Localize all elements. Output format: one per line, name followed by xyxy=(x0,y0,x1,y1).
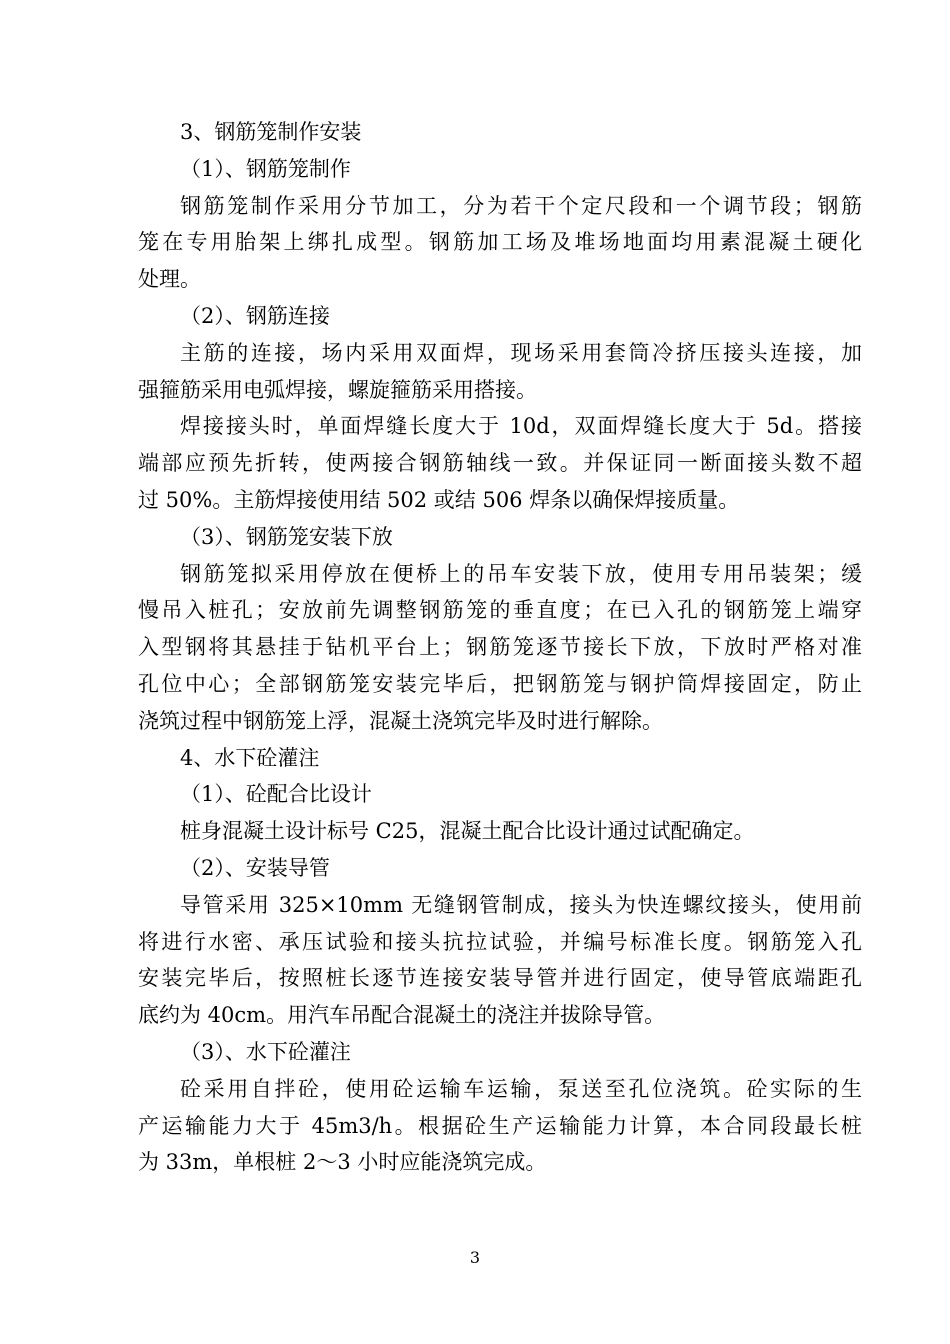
page-number: 3 xyxy=(469,1248,481,1267)
text-line: 笼在专用胎架上绑扎成型。钢筋加工场及堆场地面均用素混凝土硬化 xyxy=(138,230,862,255)
text-line: （2）、钢筋连接 xyxy=(180,303,330,328)
text-line: 将进行水密、承压试验和接头抗拉试验，并编号标准长度。钢筋笼入孔 xyxy=(138,929,862,954)
text-line: （1）、砼配合比设计 xyxy=(180,782,372,807)
text-line: 桩身混凝土设计标号 C25，混凝土配合比设计通过试配确定。 xyxy=(180,819,755,844)
text-line: 安装完毕后，按照桩长逐节连接安装导管并进行固定，使导管底端距孔 xyxy=(138,966,862,991)
text-line: 导管采用 325×10mm 无缝钢管制成，接头为快连螺纹接头，使用前 xyxy=(180,892,862,917)
text-line: 慢吊入桩孔；安放前先调整钢筋笼的垂直度；在已入孔的钢筋笼上端穿 xyxy=(138,598,862,623)
text-line: （3）、钢筋笼安装下放 xyxy=(180,524,393,549)
document-body xyxy=(138,114,862,1181)
text-line: （1）、钢筋笼制作 xyxy=(180,156,351,181)
text-line: 产运输能力大于 45m3/h。根据砼生产运输能力计算，本合同段最长桩 xyxy=(138,1113,862,1138)
text-line: 端部应预先折转，使两接合钢筋轴线一致。并保证同一断面接头数不超 xyxy=(138,451,862,476)
text-line: 砼采用自拌砼，使用砼运输车运输，泵送至孔位浇筑。砼实际的生 xyxy=(180,1076,862,1101)
text-line: 主筋的连接，场内采用双面焊，现场采用套筒冷挤压接头连接，加 xyxy=(180,340,862,365)
text-line: 为 33m，单根桩 2～3 小时应能浇筑完成。 xyxy=(138,1150,547,1175)
text-line: 钢筋笼制作采用分节加工，分为若干个定尺段和一个调节段；钢筋 xyxy=(180,193,862,218)
text-line: 钢筋笼拟采用停放在便桥上的吊车安装下放，使用专用吊装架；缓 xyxy=(180,561,862,586)
text-line: 孔位中心；全部钢筋笼安装完毕后，把钢筋笼与钢护筒焊接固定，防止 xyxy=(138,671,862,696)
text-line: 4、水下砼灌注 xyxy=(180,745,320,770)
text-line: 浇筑过程中钢筋笼上浮，混凝土浇筑完毕及时进行解除。 xyxy=(138,708,663,733)
text-line: 强箍筋采用电弧焊接，螺旋箍筋采用搭接。 xyxy=(138,377,537,402)
text-line: 3、钢筋笼制作安装 xyxy=(180,120,362,144)
text-line: 处理。 xyxy=(138,267,201,292)
text-line: 过 50%。主筋焊接使用结 502 或结 506 焊条以确保焊接质量。 xyxy=(138,487,740,512)
text-line: 底约为 40cm。用汽车吊配合混凝土的浇注并拔除导管。 xyxy=(138,1003,666,1028)
text-line: 焊接接头时，单面焊缝长度大于 10d，双面焊缝长度大于 5d。搭接 xyxy=(180,414,862,439)
text-line: 入型钢将其悬挂于钻机平台上；钢筋笼逐节接长下放，下放时严格对准 xyxy=(138,635,862,660)
text-line: （3）、水下砼灌注 xyxy=(180,1039,351,1064)
text-line: （2）、安装导管 xyxy=(180,855,330,880)
